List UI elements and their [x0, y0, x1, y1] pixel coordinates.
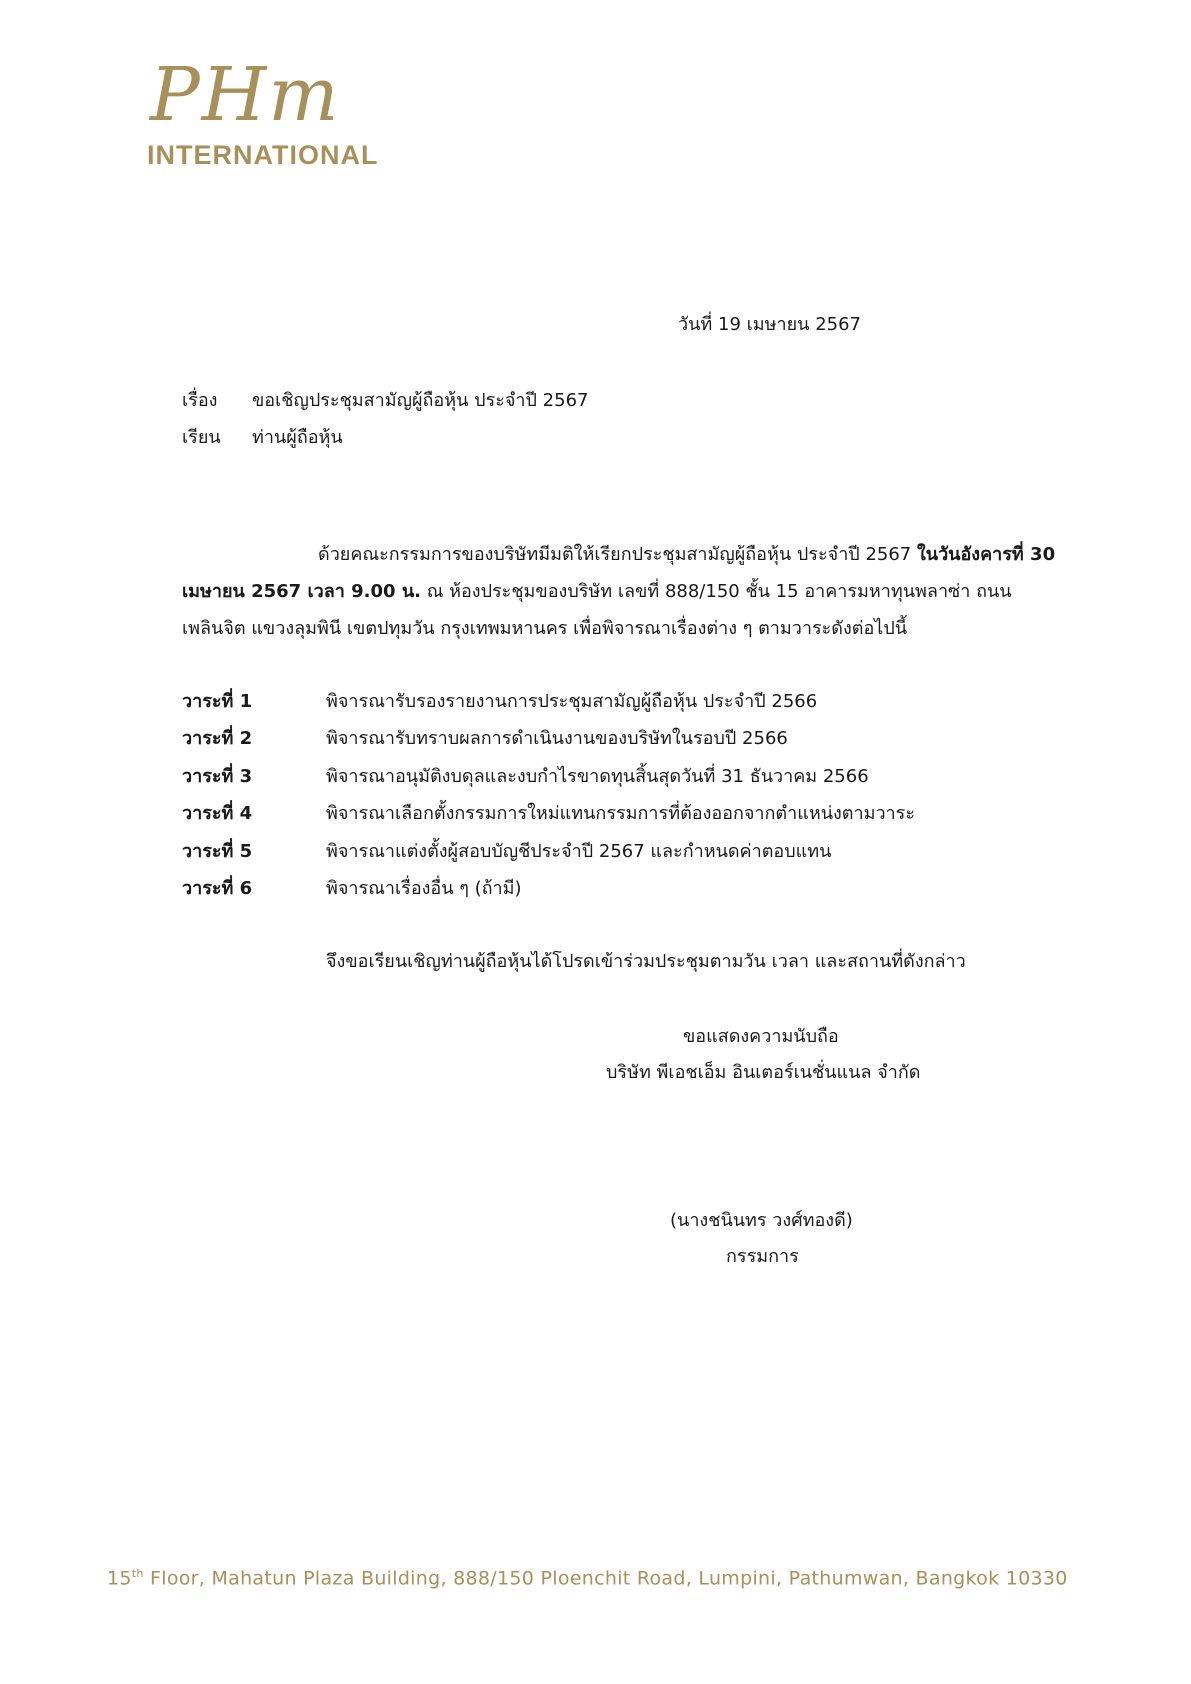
agenda-label-2: วาระที่ 2 — [182, 728, 253, 749]
company-name: บริษัท พีเอชเอ็ม อินเตอร์เนชั่นแนล จำกัด — [606, 1062, 921, 1083]
closing-text: จึงขอเรียนเชิญท่านผู้ถือหุ้นได้โปรดเข้าร่วมประชุมตามวัน เวลา และสถานที่ดังกล่าว — [326, 951, 966, 972]
footer-floor: 15 — [107, 1567, 132, 1590]
logo-script: PHm — [150, 52, 341, 138]
footer-floor-suffix: th — [131, 1567, 144, 1580]
regards-text: ขอแสดงความนับถือ — [683, 1026, 839, 1047]
meeting-datetime: ในวันอังคารที่ 30 เมษายน 2567 เวลา 9.00 น. — [182, 544, 1056, 602]
agenda-label-5: วาระที่ 5 — [182, 841, 253, 862]
agenda-text-5: พิจารณาแต่งตั้งผู้สอบบัญชีประจำปี 2567 และกำหนดค่าตอบแทน — [326, 841, 832, 862]
agenda-label-4: วาระที่ 4 — [182, 803, 253, 824]
agenda-text-4: พิจารณาเลือกตั้งกรรมการใหม่แทนกรรมการที่ต้องออกจากตำแหน่งตามวาระ — [326, 803, 915, 824]
agenda-text-6: พิจารณาเรื่องอื่น ๆ (ถ้ามี) — [326, 878, 522, 899]
subject-value: ขอเชิญประชุมสามัญผู้ถือหุ้น ประจำปี 2567 — [252, 390, 589, 411]
agenda-label-6: วาระที่ 6 — [182, 878, 253, 899]
agenda-text-2: พิจารณารับทราบผลการดำเนินงานของบริษัทในรอบปี 2566 — [326, 728, 788, 749]
recipient-value: ท่านผู้ถือหุ้น — [252, 427, 343, 448]
agenda-text-3: พิจารณาอนุมัติงบดุลและงบกำไรขาดทุนสิ้นสุดวันที่ 31 ธันวาคม 2566 — [326, 766, 869, 787]
body-text-2: ณ ห้องประชุมของบริษัท เลขที่ 888/150 ชั้น 15 อาคารมหาทุนพลาซ่า ถนนเพลินจิต แขวงลุมพินี เขตปทุมวัน กรุงเทพมหานคร เพื่อพิจารณาเรื่องต่าง ๆ ตามวาระดังต่อไปนี้ — [182, 581, 1012, 639]
footer-address — [107, 1567, 1068, 1589]
signer-title: กรรมการ — [726, 1246, 799, 1267]
recipient-label: เรียน — [182, 427, 221, 448]
letter-date: วันที่ 19 เมษายน 2567 — [678, 314, 861, 335]
logo-wordmark: INTERNATIONAL — [147, 140, 379, 170]
agenda-text-1: พิจารณารับรองรายงานการประชุมสามัญผู้ถือหุ้น ประจำปี 2566 — [326, 691, 818, 712]
subject-label: เรื่อง — [182, 390, 218, 411]
agenda-label-3: วาระที่ 3 — [182, 766, 253, 787]
footer-address-text: Floor, Mahatun Plaza Building, 888/150 Ploenchit Road, Lumpini, Pathumwan, Bangkok 10330 — [143, 1567, 1068, 1590]
agenda-label-1: วาระที่ 1 — [182, 691, 253, 712]
body-paragraph — [182, 536, 1070, 647]
signer-name: (นางชนินทร วงศ์ทองดี) — [670, 1210, 853, 1231]
body-text-1: ด้วยคณะกรรมการของบริษัทมีมติให้เรียกประชุมสามัญผู้ถือหุ้น ประจำปี 2567 — [318, 544, 917, 565]
